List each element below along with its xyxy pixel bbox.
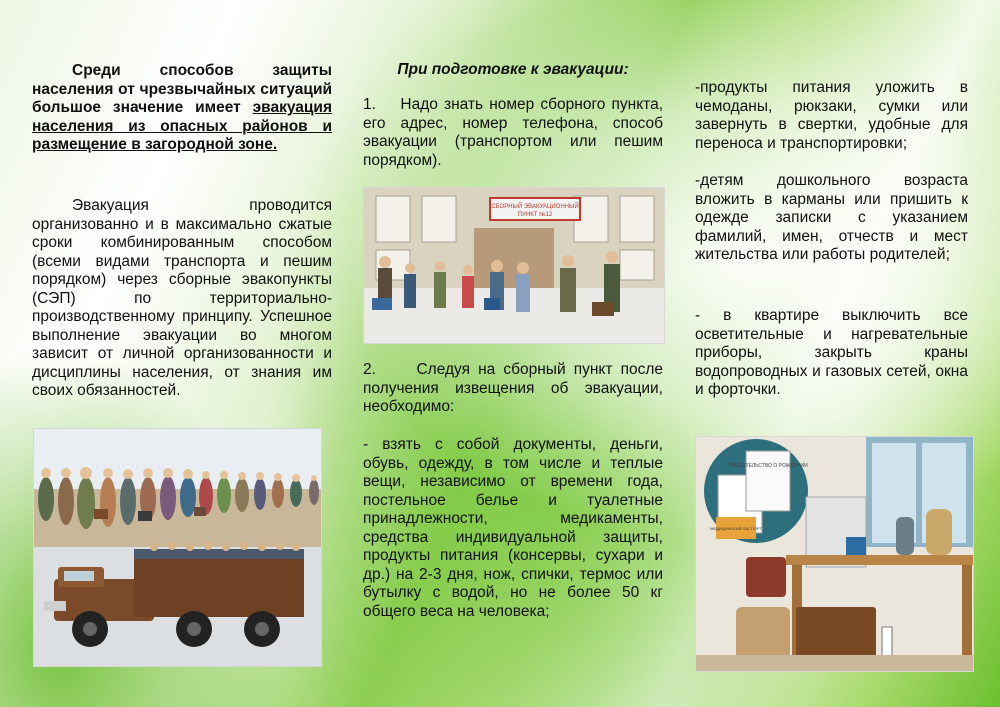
item-2: 2. Следуя на сборный пункт после получения извещения об эвакуации, необходимо: — [363, 361, 663, 415]
evacuation-paragraph: Эвакуация проводится организованно и в максимально сжатые сроки комбинированным способом (всеми видами транспорта и пешим порядком) через сборные эвакопункты (СЭП) по территориально-производственному принципу. Успешное выполнение эвакуации во многом зависит от личной организованности и дисциплины населения, от знания им своих обязанностей. — [32, 197, 332, 399]
medical-passport-label: МЕДИЦИНСКИЙ ПАСПОРТ — [710, 526, 762, 531]
assembly-sign-line1: СБОРНЫЙ ЭВАКУАЦИОННЫЙ — [491, 204, 579, 210]
intro-paragraph — [32, 62, 332, 155]
intro-emphasis: эвакуация населения из опасных районов и размещение в загородной зоне. — [32, 99, 332, 153]
assembly-point-illustration — [363, 187, 665, 344]
evacuation-crowd-truck-illustration — [33, 428, 322, 667]
certificate-label: СВИДЕТЕЛЬСТВО О РОЖДЕНИИ — [728, 463, 808, 469]
packed-belongings-illustration — [695, 436, 974, 672]
assembly-sign-line2: ПУНКТ №12 — [517, 212, 553, 218]
item-1: 1. Надо знать номер сборного пункта, его адрес, номер телефона, способ эвакуации (транспортом или пешим порядком). — [363, 96, 663, 169]
preparation-heading: При подготовке к эвакуации: — [397, 61, 629, 78]
intro-prefix: Среди способов защиты населения от чрезвычайных ситуаций большое значение имеет — [32, 62, 332, 116]
advice-food: -продукты питания уложить в чемоданы, рюкзаки, сумки или завернуть в свертки, удобные для переноса и транспортировки; — [695, 79, 968, 152]
advice-apartment: - в квартире выключить все осветительные и нагревательные приборы, закрыть краны водопроводных и газовых сетей, окна и форточки. — [695, 307, 968, 398]
item-2-list: - взять с собой документы, деньги, обувь, одежду, в том числе и теплые вещи, независимо от времени года, постельное белье и туалетные принадлежности, медикаменты, средства индивидуальной защиты, продукты питания (консервы, сухари и др.) на 2-3 дня, нож, спички, термос или бутылку с водой, но не более 50 кг общего веса на человека; — [363, 436, 663, 620]
advice-children: -детям дошкольного возраста вложить в карманы или пришить к одежде записки с указанием фамилий, имен, отчеств и мест жительства или работы родителей; — [695, 172, 968, 263]
